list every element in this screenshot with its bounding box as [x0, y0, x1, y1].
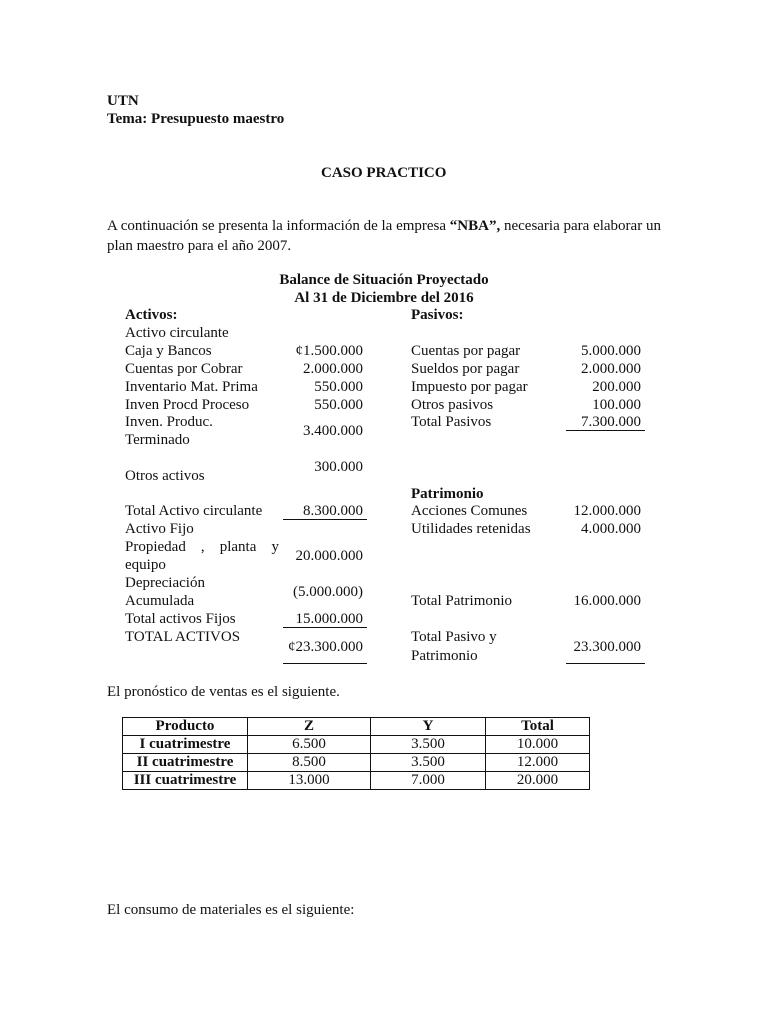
total-activos-value: ¢23.300.000: [288, 639, 363, 655]
activo-circulante-label: Activo circulante: [125, 325, 229, 341]
total-circulante-label: Total Activo circulante: [125, 503, 263, 519]
activos-heading: Activos:: [125, 307, 178, 323]
propiedad-word: Propiedad: [125, 539, 186, 555]
liability-value: 5.000.000: [581, 343, 641, 359]
asset-value: 300.000: [314, 459, 363, 475]
column-header: Y: [371, 718, 486, 736]
liability-label: Otros pasivos: [411, 397, 494, 413]
total-patrimonio-value: 16.000.000: [573, 593, 641, 609]
table-cell: II cuatrimestre: [123, 754, 248, 772]
intro-text-before: A continuación se presenta la información de la empresa: [107, 218, 450, 234]
table-header-row: [123, 718, 590, 736]
underline: [566, 430, 645, 431]
equity-label: Utilidades retenidas: [411, 521, 531, 537]
table-cell: 3.500: [371, 754, 486, 772]
table-cell: 20.000: [486, 772, 590, 790]
propiedad-label: [125, 538, 279, 556]
table-row: [123, 772, 590, 790]
liability-label: Cuentas por pagar: [411, 343, 521, 359]
asset-value: 3.400.000: [303, 423, 363, 439]
column-header: Producto: [123, 718, 248, 736]
total-circulante-value: 8.300.000: [303, 503, 363, 519]
equity-label: Acciones Comunes: [411, 503, 528, 519]
sales-forecast-table: [122, 717, 590, 790]
column-header: Z: [248, 718, 371, 736]
propiedad-word: y: [271, 539, 279, 555]
underline: [283, 627, 367, 628]
liability-value: 100.000: [592, 397, 641, 413]
topic-title: Tema: Presupuesto maestro: [107, 111, 285, 127]
balance-subtitle: Al 31 de Diciembre del 2016: [294, 290, 474, 306]
underline: [566, 663, 645, 664]
table-cell: 7.000: [371, 772, 486, 790]
asset-value: 2.000.000: [303, 361, 363, 377]
company-name: “NBA”,: [449, 218, 501, 234]
materiales-text: El consumo de materiales es el siguiente:: [107, 902, 355, 918]
total-fijos-label: Total activos Fijos: [125, 611, 236, 627]
table-cell: 8.500: [248, 754, 371, 772]
asset-value: 550.000: [314, 397, 363, 413]
table-cell: 12.000: [486, 754, 590, 772]
underline: [283, 663, 367, 664]
equity-value: 12.000.000: [573, 503, 641, 519]
liability-label: Impuesto por pagar: [411, 379, 528, 395]
asset-label: Inven Procd Proceso: [125, 397, 250, 413]
liability-label: Sueldos por pagar: [411, 361, 520, 377]
total-pasivo-patrimonio-label-continued: Patrimonio: [411, 648, 478, 664]
total-fijos-value: 15.000.000: [295, 611, 363, 627]
balance-title: Balance de Situación Proyectado: [279, 272, 489, 288]
depreciacion-value: (5.000.000): [293, 584, 363, 600]
total-pasivos-value: 7.300.000: [581, 414, 641, 430]
table-cell: 13.000: [248, 772, 371, 790]
depreciacion-label: Depreciación: [125, 575, 205, 591]
table-cell: I cuatrimestre: [123, 736, 248, 754]
table-row: [123, 736, 590, 754]
table-cell: 6.500: [248, 736, 371, 754]
total-pasivo-patrimonio-label: Total Pasivo y: [411, 629, 497, 645]
asset-label: Inven. Produc.: [125, 414, 213, 430]
liability-value: 200.000: [592, 379, 641, 395]
asset-value: ¢1.500.000: [295, 343, 363, 359]
asset-label-continued: Terminado: [125, 432, 190, 448]
propiedad-value: 20.000.000: [295, 548, 363, 564]
pasivos-heading: Pasivos:: [411, 307, 464, 323]
liability-value: 2.000.000: [581, 361, 641, 377]
propiedad-comma: ,: [200, 539, 205, 555]
total-activos-label: TOTAL ACTIVOS: [125, 629, 241, 645]
column-header: Total: [486, 718, 590, 736]
patrimonio-heading: Patrimonio: [411, 486, 484, 502]
depreciacion-label-continued: Acumulada: [125, 593, 195, 609]
asset-label: Caja y Bancos: [125, 343, 212, 359]
table-cell: III cuatrimestre: [123, 772, 248, 790]
asset-label: Otros activos: [125, 468, 205, 484]
underline: [283, 519, 367, 520]
propiedad-word: planta: [219, 539, 257, 555]
total-patrimonio-label: Total Patrimonio: [411, 593, 513, 609]
case-title: CASO PRACTICO: [321, 165, 447, 181]
total-pasivos-label: Total Pasivos: [411, 414, 492, 430]
asset-label: Cuentas por Cobrar: [125, 361, 243, 377]
total-pasivo-patrimonio-value: 23.300.000: [573, 639, 641, 655]
ventas-text: El pronóstico de ventas es el siguiente.: [107, 684, 340, 700]
table-cell: 10.000: [486, 736, 590, 754]
propiedad-label-continued: equipo: [125, 557, 166, 573]
equity-value: 4.000.000: [581, 521, 641, 537]
table-row: [123, 754, 590, 772]
table-cell: 3.500: [371, 736, 486, 754]
intro-text-after: necesaria para elaborar un plan maestro para el año 2007.: [107, 218, 661, 254]
asset-label: Inventario Mat. Prima: [125, 379, 258, 395]
intro-paragraph: [107, 216, 667, 256]
org-name: UTN: [107, 93, 139, 109]
activo-fijo-label: Activo Fijo: [125, 521, 194, 537]
asset-value: 550.000: [314, 379, 363, 395]
